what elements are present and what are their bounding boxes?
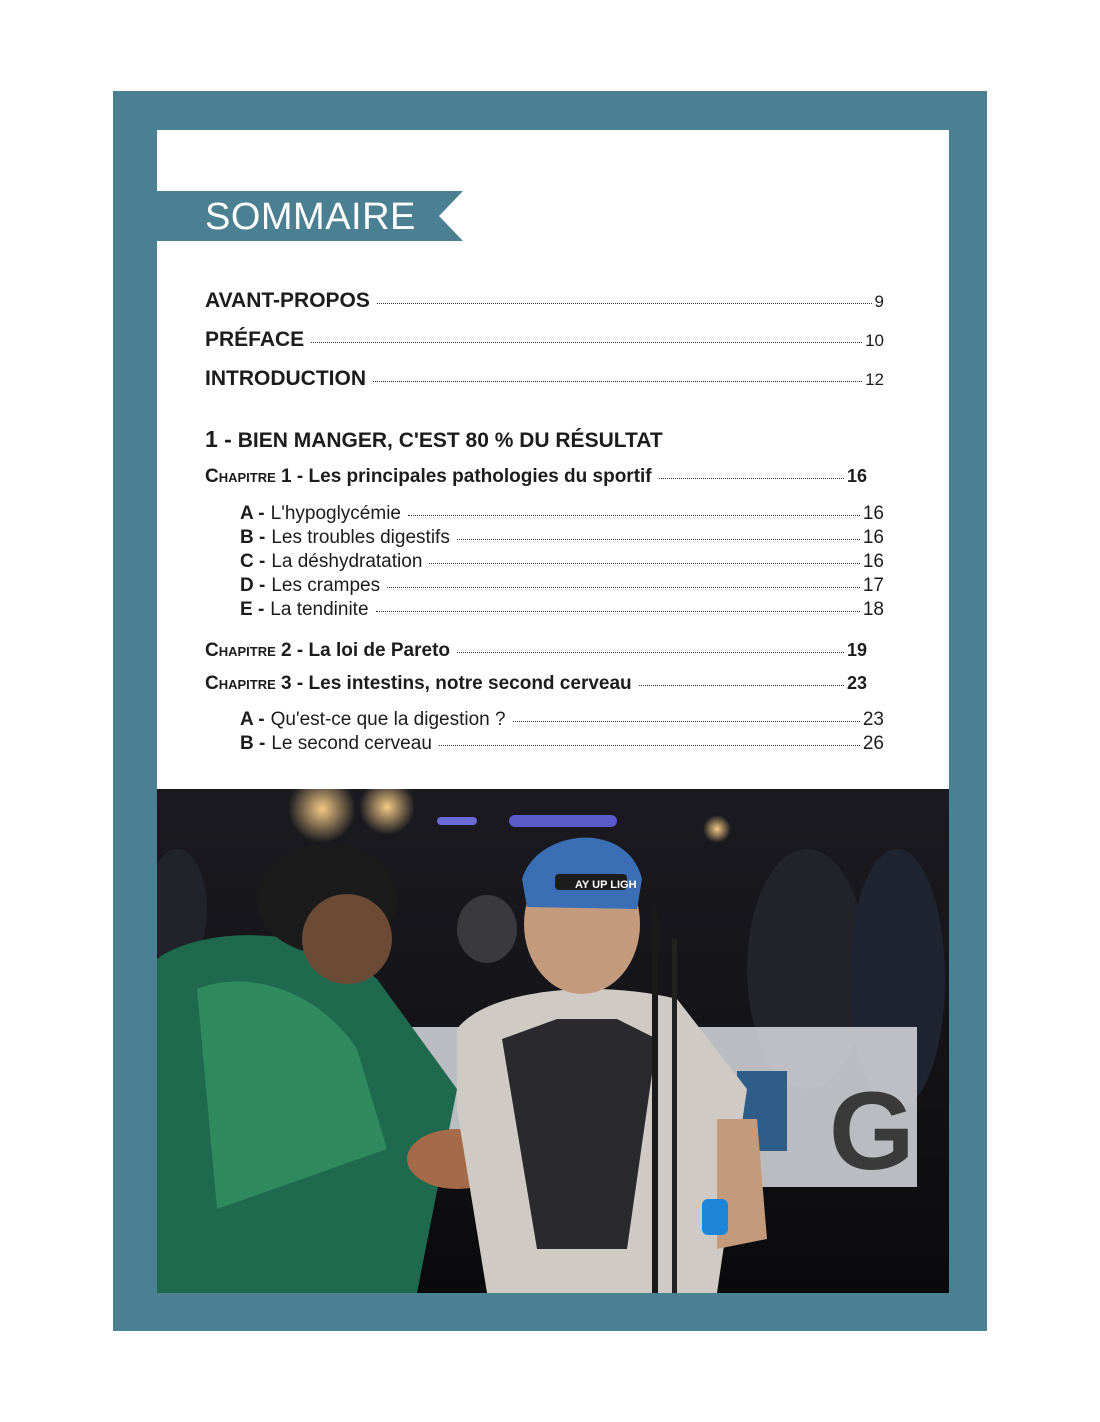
banner-letter: G bbox=[829, 1070, 915, 1193]
toc-section-deshydratation[interactable] bbox=[240, 551, 884, 573]
toc-entry-preface[interactable] bbox=[205, 328, 884, 352]
toc-section-digestion[interactable] bbox=[240, 709, 884, 731]
section-letter: B - bbox=[240, 733, 266, 754]
toc-page-number: 23 bbox=[862, 709, 884, 730]
toc-page-number: 19 bbox=[846, 640, 867, 660]
toc-entry-avant-propos[interactable] bbox=[205, 289, 884, 313]
section-letter: C - bbox=[240, 551, 266, 572]
section-title: Les crampes bbox=[271, 575, 381, 596]
toc-chapter-3[interactable] bbox=[205, 673, 867, 695]
toc-page-number: 16 bbox=[862, 503, 884, 524]
toc-page-number: 16 bbox=[846, 466, 867, 486]
toc-entry-label: AVANT-PROPOS bbox=[205, 289, 370, 312]
toc-page-number: 18 bbox=[862, 599, 884, 620]
part-number: 1 - bbox=[205, 426, 232, 452]
chapter-title: - La loi de Pareto bbox=[296, 640, 451, 661]
toc-page-number: 16 bbox=[862, 527, 884, 548]
section-title: Qu'est-ce que la digestion ? bbox=[270, 709, 506, 730]
toc-page-number: 16 bbox=[862, 551, 884, 572]
race-photo-illustration bbox=[157, 789, 949, 1293]
chapter-label: Chapitre 2 bbox=[205, 640, 292, 661]
chapter-label: Chapitre 1 bbox=[205, 466, 292, 487]
toc-entry-label: PRÉFACE bbox=[205, 328, 305, 351]
dot-leader bbox=[311, 342, 862, 343]
dot-leader bbox=[377, 303, 872, 304]
dot-leader bbox=[457, 652, 844, 653]
dot-leader bbox=[376, 611, 860, 612]
section-letter: D - bbox=[240, 575, 266, 596]
chapter-title: - Les principales pathologies du sportif bbox=[296, 466, 652, 487]
race-photo bbox=[157, 789, 949, 1293]
title-banner bbox=[157, 191, 463, 241]
section-title: Le second cerveau bbox=[271, 733, 432, 754]
toc-section-hypoglycemie[interactable] bbox=[240, 503, 884, 525]
section-title: Les troubles digestifs bbox=[271, 527, 450, 548]
section-letter: A - bbox=[240, 709, 265, 730]
dot-leader bbox=[659, 478, 844, 479]
dot-leader bbox=[639, 685, 844, 686]
dot-leader bbox=[429, 563, 859, 564]
dot-leader bbox=[373, 381, 862, 382]
toc-section-troubles-digestifs[interactable] bbox=[240, 527, 884, 549]
part-title: BIEN MANGER, C'EST 80 % DU RÉSULTAT bbox=[237, 429, 663, 452]
dot-leader bbox=[408, 515, 860, 516]
dot-leader bbox=[387, 587, 860, 588]
dot-leader bbox=[513, 721, 860, 722]
toc-section-crampes[interactable] bbox=[240, 575, 884, 597]
section-letter: B - bbox=[240, 527, 266, 548]
section-title: La tendinite bbox=[270, 599, 369, 620]
dot-leader bbox=[457, 539, 860, 540]
chapter-title: - Les intestins, notre second cerveau bbox=[296, 673, 632, 694]
page-title: SOMMAIRE bbox=[205, 196, 416, 238]
toc-page-number: 26 bbox=[862, 733, 884, 754]
headband-text: AY UP LIGH bbox=[575, 879, 637, 891]
section-letter: E - bbox=[240, 599, 265, 620]
toc-page-number: 9 bbox=[874, 292, 884, 311]
part-heading bbox=[205, 426, 663, 453]
toc-entry-introduction[interactable] bbox=[205, 367, 884, 391]
section-title: La déshydratation bbox=[271, 551, 423, 572]
toc-chapter-2[interactable] bbox=[205, 640, 867, 662]
toc-entry-label: INTRODUCTION bbox=[205, 367, 366, 390]
toc-page-number: 12 bbox=[865, 370, 884, 389]
section-letter: A - bbox=[240, 503, 265, 524]
toc-section-second-cerveau[interactable] bbox=[240, 733, 884, 755]
toc-chapter-1[interactable] bbox=[205, 466, 867, 488]
toc-page-number: 23 bbox=[846, 673, 867, 693]
section-title: L'hypoglycémie bbox=[270, 503, 401, 524]
toc-page-number: 17 bbox=[862, 575, 884, 596]
toc-section-tendinite[interactable] bbox=[240, 599, 884, 621]
chapter-label: Chapitre 3 bbox=[205, 673, 292, 694]
toc-page-number: 10 bbox=[865, 331, 884, 350]
dot-leader bbox=[439, 745, 860, 746]
